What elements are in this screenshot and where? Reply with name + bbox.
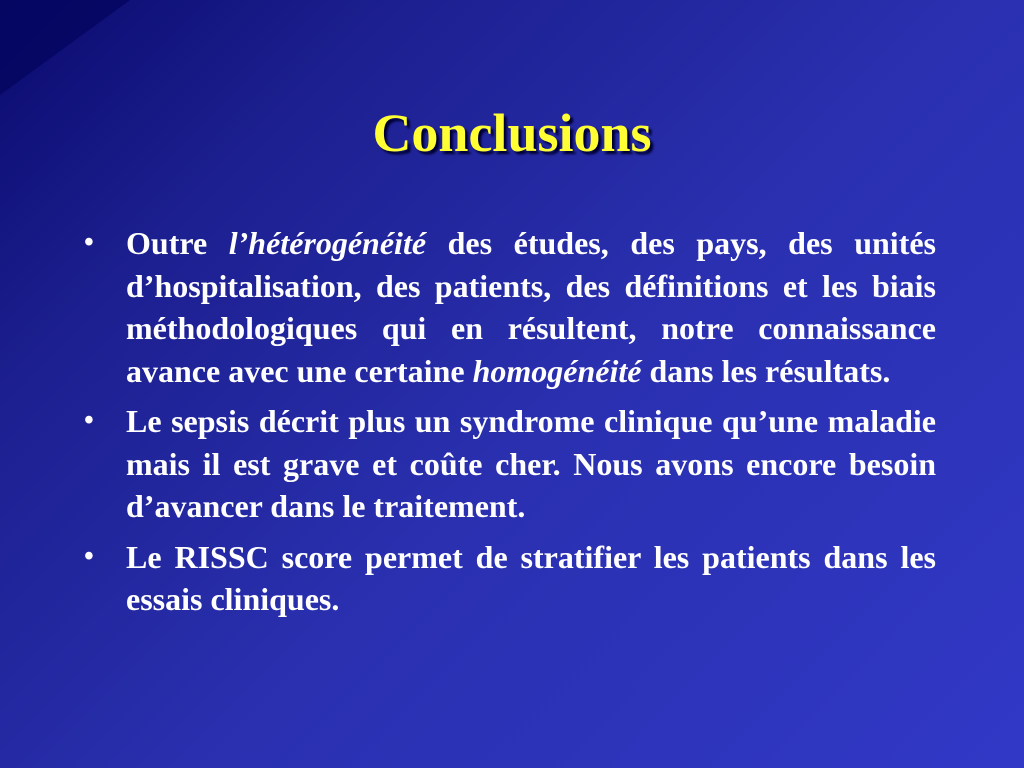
text-run-italic: l’hétérogénéité bbox=[228, 225, 427, 261]
bullet-icon: • bbox=[84, 405, 94, 436]
bullet-text bbox=[126, 225, 936, 389]
text-run: des études, des pays, des unités d’hospitalisation, des patients, des définitions et les biais méthodologiques qui en résultent, notre connaissance avance avec une certaine bbox=[126, 225, 937, 389]
bullet-text bbox=[126, 403, 936, 524]
bullet-icon: • bbox=[84, 227, 94, 258]
bullet-item bbox=[80, 400, 936, 528]
text-run: Outre bbox=[126, 225, 229, 261]
bullet-icon: • bbox=[84, 540, 94, 572]
bullet-list bbox=[80, 222, 936, 629]
text-run: Le RISSC score permet de stratifier les patients dans les essais cliniques. bbox=[126, 538, 936, 617]
slide-title: Conclusions bbox=[372, 103, 652, 163]
bullet-item bbox=[80, 222, 936, 392]
bullet-text bbox=[126, 539, 936, 618]
text-run: Le sepsis décrit plus un syndrome clinique qu’une maladie mais il est grave et coûte cher. Nous avons encore besoin d’avancer dans le traitement. bbox=[126, 403, 936, 524]
text-run-italic: homogénéité bbox=[472, 352, 642, 389]
corner-decoration bbox=[0, 0, 130, 95]
text-run: dans les résultats. bbox=[641, 352, 891, 389]
bullet-item bbox=[80, 536, 936, 621]
